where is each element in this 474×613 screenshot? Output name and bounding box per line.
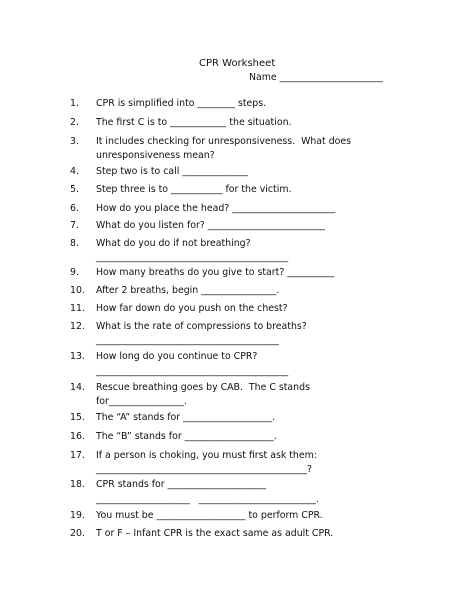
question-text: The “B” stands for ___________________. — [96, 431, 277, 442]
answer-line: _____________________________________________? — [96, 464, 312, 475]
question-number: 20. — [70, 528, 85, 539]
question-text: How far down do you push on the chest? — [96, 303, 288, 314]
question-text: The “A” stands for ___________________. — [96, 412, 276, 423]
question-number: 2. — [70, 117, 79, 128]
question-number: 10. — [70, 285, 85, 296]
question-number: 9. — [70, 267, 79, 278]
question-text: How many breaths do you give to start? __________ — [96, 267, 335, 278]
question-text: Step three is to ___________ for the victim. — [96, 184, 292, 195]
question-number: 12. — [70, 321, 85, 332]
question-number: 17. — [70, 450, 85, 461]
question-text: What do you do if not breathing? — [96, 238, 251, 249]
question-text: T or F – Infant CPR is the exact same as adult CPR. — [96, 528, 334, 539]
question-text: CPR is simplified into ________ steps. — [96, 98, 267, 109]
question-number: 18. — [70, 479, 85, 490]
question-text: CPR stands for _____________________ — [96, 479, 267, 490]
question-number: 7. — [70, 220, 79, 231]
question-text-continued: unresponsiveness mean? — [96, 150, 215, 161]
question-number: 14. — [70, 382, 85, 393]
question-number: 19. — [70, 510, 85, 521]
question-text: How long do you continue to CPR? — [96, 351, 258, 362]
answer-line: _________________________________________ — [96, 252, 289, 263]
question-text-continued: for________________. — [96, 396, 187, 407]
question-number: 8. — [70, 238, 79, 249]
question-text: You must be ___________________ to perform CPR. — [96, 510, 323, 521]
answer-line: ____________________ _________________________. — [96, 494, 319, 505]
question-text: What is the rate of compressions to breaths? — [96, 321, 307, 332]
name-field: Name ______________________ — [249, 72, 383, 83]
question-number: 16. — [70, 431, 85, 442]
question-number: 11. — [70, 303, 85, 314]
question-number: 15. — [70, 412, 85, 423]
question-text: What do you listen for? _________________________ — [96, 220, 325, 231]
question-number: 5. — [70, 184, 79, 195]
question-text: After 2 breaths, begin ________________. — [96, 285, 280, 296]
question-number: 13. — [70, 351, 85, 362]
question-text: The first C is to ____________ the situation. — [96, 117, 292, 128]
answer-line: _________________________________________ — [96, 366, 289, 377]
question-text: Step two is to call ______________ — [96, 166, 248, 177]
question-number: 4. — [70, 166, 79, 177]
worksheet-title: CPR Worksheet — [199, 58, 276, 69]
question-text: It includes checking for unresponsiveness. What does — [96, 136, 352, 147]
question-text: Rescue breathing goes by CAB. The C stands — [96, 382, 310, 393]
question-number: 3. — [70, 136, 79, 147]
question-number: 6. — [70, 203, 79, 214]
question-text: If a person is choking, you must first ask them: — [96, 450, 317, 461]
answer-line: _______________________________________ — [96, 335, 279, 346]
question-number: 1. — [70, 98, 79, 109]
question-text: How do you place the head? ______________________ — [96, 203, 336, 214]
